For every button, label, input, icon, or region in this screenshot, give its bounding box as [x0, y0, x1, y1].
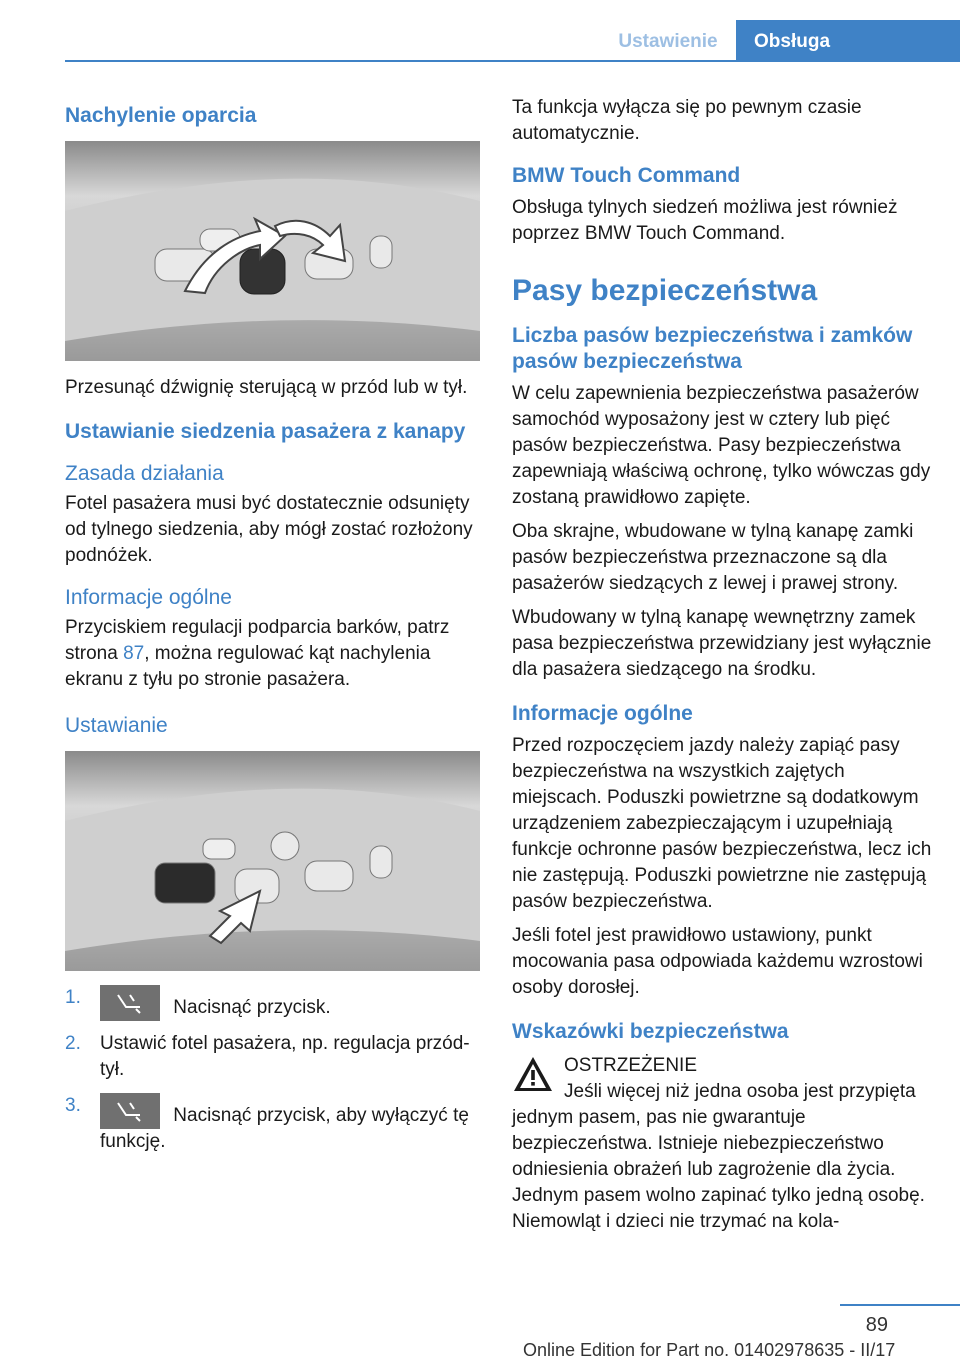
step-text: Nacisnąć przycisk.: [168, 997, 331, 1018]
step-3: [65, 1093, 480, 1155]
paragraph-liczba-3: Wbudowany w tylną kanapę wewnętrzny zamek pasa bezpieczeństwa przewidziany jest wyłącznie dla pasażera siedzącego na środku.: [512, 607, 932, 680]
step-number: 3.: [65, 1095, 81, 1116]
heading-nachylenie: Nachylenie oparcia: [65, 104, 257, 127]
step-1: [65, 985, 480, 1021]
steps-list: [65, 985, 480, 1155]
warning-text: Jeśli więcej niż jedna osoba jest przypięta jednym pasem, pas nie gwarantuje bezpieczeństwa. Istnieje niebezpieczeństwo odniesienia obrażeń lub zagrożenie dla życia. Jednym pasem wolno zapinać tylko jedną osobę. Niemowląt i dzieci nie trzymać na kola-: [512, 1081, 925, 1232]
heading-wskazowki: Wskazówki bezpieczeństwa: [512, 1020, 789, 1043]
heading-ustawianie: Ustawianie: [65, 714, 168, 737]
footrest-button-icon: [100, 1093, 160, 1129]
right-column: [512, 95, 932, 1235]
tab-ustawienie[interactable]: Ustawienie: [618, 31, 718, 52]
footer-edition: Online Edition for Part no. 01402978635 - II/17: [523, 1340, 896, 1360]
paragraph-informacje-left: [65, 615, 480, 693]
step-2: [65, 1031, 480, 1083]
footrest-button-icon: [100, 985, 160, 1021]
photo-seat-controls-button: [65, 751, 480, 971]
warning-heading: OSTRZEŻENIE: [564, 1055, 698, 1076]
warning-triangle-icon: [512, 1055, 554, 1098]
heading-informacje-left: Informacje ogólne: [65, 586, 232, 609]
paragraph-liczba-1: W celu zapewnienia bezpieczeństwa pasażerów samochód wyposażony jest w cztery lub pięć pasów bezpieczeństwa. Pasy bezpieczeństwa zapewniają właściwą ochronę, tylko wówczas gdy zostaną prawidłowo zapięte.: [512, 383, 931, 508]
paragraph-info-2: Jeśli fotel jest prawidłowo ustawiony, punkt mocowania pasa odpowiada każdemu wzrostowi osoby dorosłej.: [512, 925, 923, 998]
paragraph-auto-off: Ta funkcja wyłącza się po pewnym czasie automatycznie.: [512, 97, 862, 144]
step-number: 1.: [65, 987, 81, 1008]
heading-zasada: Zasada działania: [65, 462, 224, 485]
text-informacje-b: , można regulować kąt nachylenia ekranu z tyłu po stronie pasażera.: [65, 643, 431, 690]
paragraph-info-1: Przed rozpoczęciem jazdy należy zapiąć pasy bezpieczeństwa na wszystkich zajętych miejscach. Poduszki powietrzne są dodatkowym urządzeniem zabezpieczającym i uzupełniają funkcje ochronne pasów bezpieczeństwa, lecz ich nie zastępują. Poduszki powietrzne nie zastępują pasów bezpieczeństwa.: [512, 735, 932, 912]
paragraph-touch-command: Obsługa tylnych siedzeń możliwa jest również poprzez BMW Touch Command.: [512, 197, 898, 244]
heading-touch-command: BMW Touch Command: [512, 164, 741, 187]
heading-ustawianie-siedzenia: Ustawianie siedzenia pasażera z kanapy: [65, 420, 466, 443]
heading-pasy: Pasy bezpieczeństwa: [512, 274, 818, 307]
step-text: Ustawić fotel pasażera, np. regulacja przód-tył.: [100, 1033, 470, 1080]
text-informacje-a: Przyciskiem regulacji podparcia barków, patrz strona: [65, 617, 450, 664]
tab-obsluga[interactable]: Obsługa: [736, 20, 960, 60]
paragraph-liczba-2: Oba skrajne, wbudowane w tylną kanapę zamki pasów bezpieczeństwa przeznaczone są dla pasażerów siedzących z lewej i prawej strony.: [512, 521, 914, 594]
nav-rule: [65, 60, 960, 62]
page-number: 89: [865, 1314, 888, 1336]
top-nav: [0, 20, 960, 62]
step-text: Nacisnąć przycisk, aby wyłączyć tę funkcję.: [100, 1105, 469, 1152]
paragraph-zasada: Fotel pasażera musi być dostatecznie odsunięty od tylnego siedzenia, aby mógł zostać rozłożony podnóżek.: [65, 493, 473, 566]
warning-block: [512, 1053, 932, 1079]
left-column: [65, 95, 480, 1165]
footer-rule: [840, 1304, 960, 1306]
heading-informacje-right: Informacje ogólne: [512, 702, 693, 725]
step-number: 2.: [65, 1033, 81, 1054]
paragraph-nachylenie: Przesunąć dźwignię sterującą w przód lub w tył.: [65, 377, 468, 398]
page-link-87[interactable]: 87: [123, 643, 145, 664]
heading-liczba: Liczba pasów bezpieczeństwa i zamków pasów bezpieczeństwa: [512, 324, 913, 373]
photo-seat-controls-recline: [65, 141, 480, 361]
